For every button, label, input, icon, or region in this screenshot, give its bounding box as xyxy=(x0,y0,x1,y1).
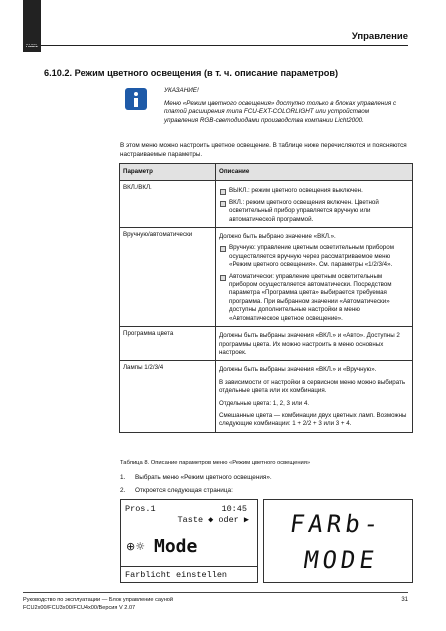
param-name: Лампы 1/2/3/4 xyxy=(120,361,216,432)
list-item xyxy=(120,473,272,482)
param-name: Вручную/автоматически xyxy=(120,228,216,327)
notice-heading: УКАЗАНИЕ! xyxy=(164,87,199,94)
lcd-program-label: Pros.1 xyxy=(125,504,156,514)
table-row xyxy=(120,228,413,327)
page-number: 31 xyxy=(401,597,408,603)
section-title xyxy=(44,68,338,78)
bullet-item: Вручную: управление цветным осветительным прибором осуществляется вручную через рассматриваемое меню «Режим цветного освещения». См. параметры «1/2/3/4». xyxy=(219,244,409,269)
step-number: 2. xyxy=(120,487,126,494)
description-text: Должны быть выбраны значения «ВКЛ.» и «Авто». Доступны 2 программы цвета. Их можно настроить в меню основных настроек. xyxy=(219,332,400,356)
header-divider xyxy=(23,45,408,46)
page-header-title: Управление xyxy=(351,31,408,42)
param-name: Программа цвета xyxy=(120,327,216,361)
param-description xyxy=(216,228,413,327)
param-description xyxy=(216,361,413,432)
table-row xyxy=(120,181,413,228)
table-row xyxy=(120,361,413,432)
table-caption: Таблица 8. Описание параметров меню «Режим цветного освещения» xyxy=(120,460,311,466)
description-text: В зависимости от настройки в сервисном меню можно выбирать отдельные цвета или их комбинация. xyxy=(219,378,406,395)
step-number: 1. xyxy=(120,474,126,481)
color-light-icon: ⊕☼ xyxy=(126,540,146,553)
bullet-item: Автоматически: управление цветным осветительным прибором осуществляется автоматически. Посредством параметра «Программа цвета» выбирается требуемая программа. При выбранном значении «Автоматически» доступны дополнительные настройки в меню «Автоматическое цветное освещение». xyxy=(219,273,409,323)
segment-line-1: FARb- xyxy=(288,510,385,538)
list-item xyxy=(120,486,272,495)
column-header-parameter: Параметр xyxy=(120,164,216,181)
intro-paragraph: В этом меню можно настроить цветное освещение. В таблице ниже перечисляются и поясняются настраиваемые параметры. xyxy=(120,142,407,158)
lcd-mode-label: Mode xyxy=(154,536,198,557)
section-heading: Режим цветного освещения (в т. ч. описание параметров) xyxy=(74,68,339,78)
description-text: Отдельные цвета: 1, 2, 3 или 4. xyxy=(219,399,310,407)
table-header-row xyxy=(120,164,413,181)
lcd-divider xyxy=(121,566,257,567)
notice-text: Меню «Режим цветного освещения» доступно только в блоках управления с платой расширения типа FCU-EXT-COLORLIGHT или устройством управления RGB-светодиодами производства компании Licht2000. xyxy=(164,99,397,124)
parameter-table xyxy=(119,163,413,433)
footer-divider xyxy=(23,592,408,593)
footer-version: FCU2x00/FCU3x00/FCU4x00/Версия V 2.07 xyxy=(23,605,136,611)
notice-box xyxy=(164,87,404,125)
segment-display xyxy=(263,499,413,583)
lcd-clock: 10:45 xyxy=(221,504,247,514)
param-name: ВКЛ./ВКЛ. xyxy=(120,181,216,228)
info-icon xyxy=(125,88,147,110)
lcd-status-text: Farblicht einstellen xyxy=(125,570,228,580)
table-row xyxy=(120,327,413,361)
step-text: Выбрать меню «Режим цветного освещения». xyxy=(135,474,272,481)
footer-manual-title: Руководство по эксплуатации — Блок управление сауной xyxy=(23,597,174,603)
description-text: Должно быть выбрано значение «ВКЛ.». xyxy=(219,233,336,241)
lcd-hint: Taste ◆ oder ▶ xyxy=(177,515,249,525)
description-text: Должны быть выбраны значения «ВКЛ.» и «Вручную». xyxy=(219,366,377,374)
step-list xyxy=(120,473,272,499)
column-header-description: Описание xyxy=(216,164,413,181)
lcd-display-screen xyxy=(120,499,258,583)
description-text: Смешанные цвета — комбинации двух цветных ламп. Возможны следующие комбинации: 1 + 2/2 + 3 или 3 + 4. xyxy=(219,411,407,428)
bullet-item: ВКЛ.: режим цветного освещения включен. Цветной осветительный прибор управляется вручную или автоматической программой. xyxy=(219,199,409,224)
segment-line-2: MODE xyxy=(302,546,380,574)
step-text: Откроется следующая страница: xyxy=(135,487,233,494)
bullet-item: ВЫКЛ.: режим цветного освещения выключен. xyxy=(219,187,409,195)
param-description xyxy=(216,327,413,361)
param-description xyxy=(216,181,413,228)
section-number: 6.10.2. xyxy=(44,68,73,78)
logo-text: FASEL xyxy=(26,43,38,48)
